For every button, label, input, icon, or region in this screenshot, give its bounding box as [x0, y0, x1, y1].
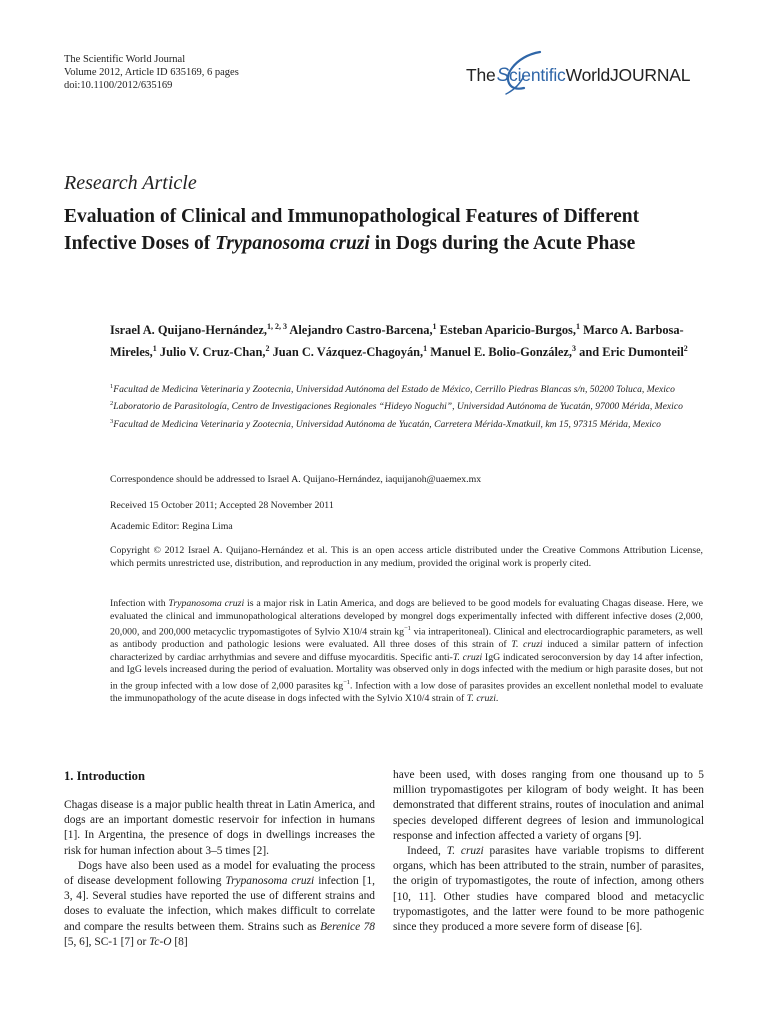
- title-species: Trypanosoma cruzi: [215, 233, 370, 254]
- author-affiliation-marker: 2: [683, 343, 688, 353]
- author-name: Marco A. Barbosa-Mireles,: [110, 323, 684, 359]
- paragraph-text: infection [1, 3, 4]. Several studies have reported the use of different strains and doses to evaluate the infection, which makes difficult to correlate and compare the results between them. Strains such as: [64, 875, 375, 933]
- abstract-text: Infection with: [110, 598, 169, 609]
- article-dates: Received 15 October 2011; Accepted 28 November 2011: [110, 500, 334, 511]
- abstract-text: .: [495, 692, 499, 704]
- abstract-italic: T. cruzi: [466, 692, 496, 704]
- abstract-text: via intraperitoneal). Clinical and electrocardiographic parameters, as well as antibody production and pathologic lesions were evaluated. All three doses of this strain of: [110, 626, 703, 651]
- abstract-text: induced a similar pattern of infection characterized by cardiac arrhythmias and severe and diffuse myocarditis. Specific anti-: [110, 639, 703, 663]
- abstract-italic: Trypanosoma cruzi: [168, 598, 245, 609]
- academic-editor: Academic Editor: Regina Lima: [110, 521, 233, 532]
- paragraph-text: [8]: [171, 935, 188, 948]
- affiliation-text: Laboratorio de Parasitología, Centro de Investigaciones Regionales “Hideyo Noguchi”, Universidad Autónoma de Yucatán, 97000 Mérida, Mexico: [113, 401, 683, 413]
- abstract-text: . Infection with a low dose of parasites provides an excellent nonlethal model to evaluate the immunopathology of the acute disease in dogs infected with the Sylvio X10/4 strain of: [110, 680, 703, 704]
- correspondence: [110, 474, 481, 485]
- paragraph-italic: Trypanosoma cruzi: [225, 875, 315, 888]
- intro-paragraph-4: [393, 844, 704, 935]
- paragraph-text: parasites have variable tropisms to different organs, which has been attributed to the strain, number of parasites, the origin of trypomastigotes, the route of infection, among others [10, 11]. Other studies have compared blood and metacyclic trypomastigotes, and the latter were found to be more pathogenic since they produced a more severe form of disease [6].: [393, 845, 704, 934]
- affiliation-text: Facultad de Medicina Veterinaria y Zootecnia, Universidad Autónoma del Estado de México, Cerrillo Piedras Blancas s/n, 50200 Toluca, Mexico: [113, 384, 675, 396]
- logo-world: World: [565, 65, 610, 85]
- abstract-italic: T. cruzi: [452, 651, 483, 663]
- affiliation-number: 1: [110, 383, 114, 390]
- article-title: [64, 203, 714, 257]
- journal-logo: [466, 48, 706, 96]
- logo-the: The: [466, 65, 496, 85]
- author-name: Juan C. Vázquez-Chagoyán,: [272, 344, 424, 359]
- title-part-1: Evaluation of Clinical and Immunopathological Features of Different Infective Doses of: [64, 206, 640, 254]
- author-affiliation-marker: 1, 2, 3: [266, 322, 287, 331]
- author-affiliation-marker: 1: [432, 322, 437, 331]
- journal-volume: Volume 2012, Article ID 635169, 6 pages: [64, 67, 239, 78]
- abstract-text: is a major risk in Latin America, and dogs are believed to be good models for evaluating Chagas disease. Here, we evaluated the clinical and immunopathological alterations developed by mongrel dogs experimentally infected with different infective doses (2,000, 20,000, and 200,000 metacyclic trypomastigotes of Sylvio X10/4 strain kg: [110, 598, 703, 638]
- logo-scientific-s: S: [496, 65, 510, 86]
- affiliation-number: 3: [110, 417, 114, 425]
- author-affiliation-marker: 1: [152, 343, 157, 353]
- title-part-2: in Dogs during the Acute Phase: [369, 233, 636, 254]
- paragraph-italic: T. cruzi: [446, 845, 484, 858]
- affiliation: [110, 415, 710, 432]
- article-kind: Research Article: [64, 172, 197, 194]
- author-name: Manuel E. Bolio-González,: [430, 344, 573, 359]
- abstract: [110, 598, 703, 705]
- paragraph-text: Indeed,: [407, 845, 447, 858]
- abstract-superscript: −1: [404, 625, 411, 633]
- paragraph-italic: Berenice 78: [320, 920, 375, 933]
- author-list: [110, 318, 710, 361]
- intro-paragraph-3: have been used, with doses ranging from one thousand up to 5 million trypomastigotes per kilogram of body weight. It has been demonstrated that different strains, routes of inoculation and animal species developed different degrees of lesion and immunological response and infection affected a variety of organs [9].: [393, 769, 704, 842]
- paragraph-italic: Tc-O: [149, 935, 172, 948]
- correspondence-text: Correspondence should be addressed to Israel A. Quijano-Hernández,: [110, 474, 386, 485]
- author-affiliation-marker: 1: [423, 343, 428, 353]
- logo-journal: JOURNAL: [610, 65, 691, 85]
- author-name: Alejandro Castro-Barcena,: [289, 323, 433, 338]
- abstract-superscript: −1: [343, 678, 351, 686]
- section-heading-introduction: 1. Introduction: [64, 769, 145, 783]
- affiliation-text: Facultad de Medicina Veterinaria y Zootecnia, Universidad Autónoma de Yucatán, Carretera Mérida-Xmatkuil, km 15, 97315 Mérida, Mexico: [113, 418, 661, 430]
- copyright-notice: Copyright © 2012 Israel A. Quijano-Hernández et al. This is an open access article distributed under the Creative Commons Attribution License, which permits unrestricted use, distribution, and reproduction in any medium, provided the original work is properly cited.: [110, 545, 703, 569]
- correspondence-email[interactable]: iaquijanoh@uaemex.mx: [385, 474, 482, 485]
- author-affiliation-marker: 1: [575, 322, 580, 331]
- logo-scientific: cientific: [509, 65, 566, 85]
- paragraph-text: Dogs have also been used as a model for evaluating the process of disease development following: [64, 859, 375, 888]
- author-name: Israel A. Quijano-Hernández,: [110, 323, 267, 338]
- affiliation-number: 2: [110, 400, 114, 408]
- author-affiliation-marker: 3: [572, 343, 577, 353]
- author-name: Esteban Aparicio-Burgos,: [439, 323, 576, 338]
- paragraph-text: [5, 6], SC-1 [7] or: [64, 935, 150, 948]
- body-column-right: [393, 768, 704, 935]
- author-name: and Eric Dumonteil: [579, 344, 684, 359]
- abstract-text: IgG indicated seroconversion by day 14 after infection, and IgG levels increased during the period of evaluation. Mortality was observed only in dogs infected with the medium or high parasite doses, but not in the group infected with a low dose of 2,000 parasites kg: [110, 651, 703, 692]
- intro-paragraph-2: [64, 859, 375, 950]
- logo-text: [466, 65, 690, 87]
- author-affiliation-marker: 2: [265, 343, 270, 353]
- journal-name: The Scientific World Journal: [64, 54, 186, 65]
- journal-meta: [64, 53, 239, 92]
- affiliation: [110, 397, 710, 414]
- abstract-italic: T. cruzi: [511, 639, 543, 651]
- journal-doi: doi:10.1100/2012/635169: [64, 80, 173, 91]
- intro-paragraph-1: Chagas disease is a major public health threat in Latin America, and dogs are an important domestic reservoir for infection in humans [1]. In Argentina, the presence of dogs in dwellings increases the risk for human infection about 3–5 times [2].: [64, 799, 375, 857]
- body-column-left: [64, 768, 375, 950]
- affiliation: [110, 380, 710, 397]
- author-name: Julio V. Cruz-Chan,: [159, 344, 266, 359]
- affiliation-list: [110, 380, 710, 432]
